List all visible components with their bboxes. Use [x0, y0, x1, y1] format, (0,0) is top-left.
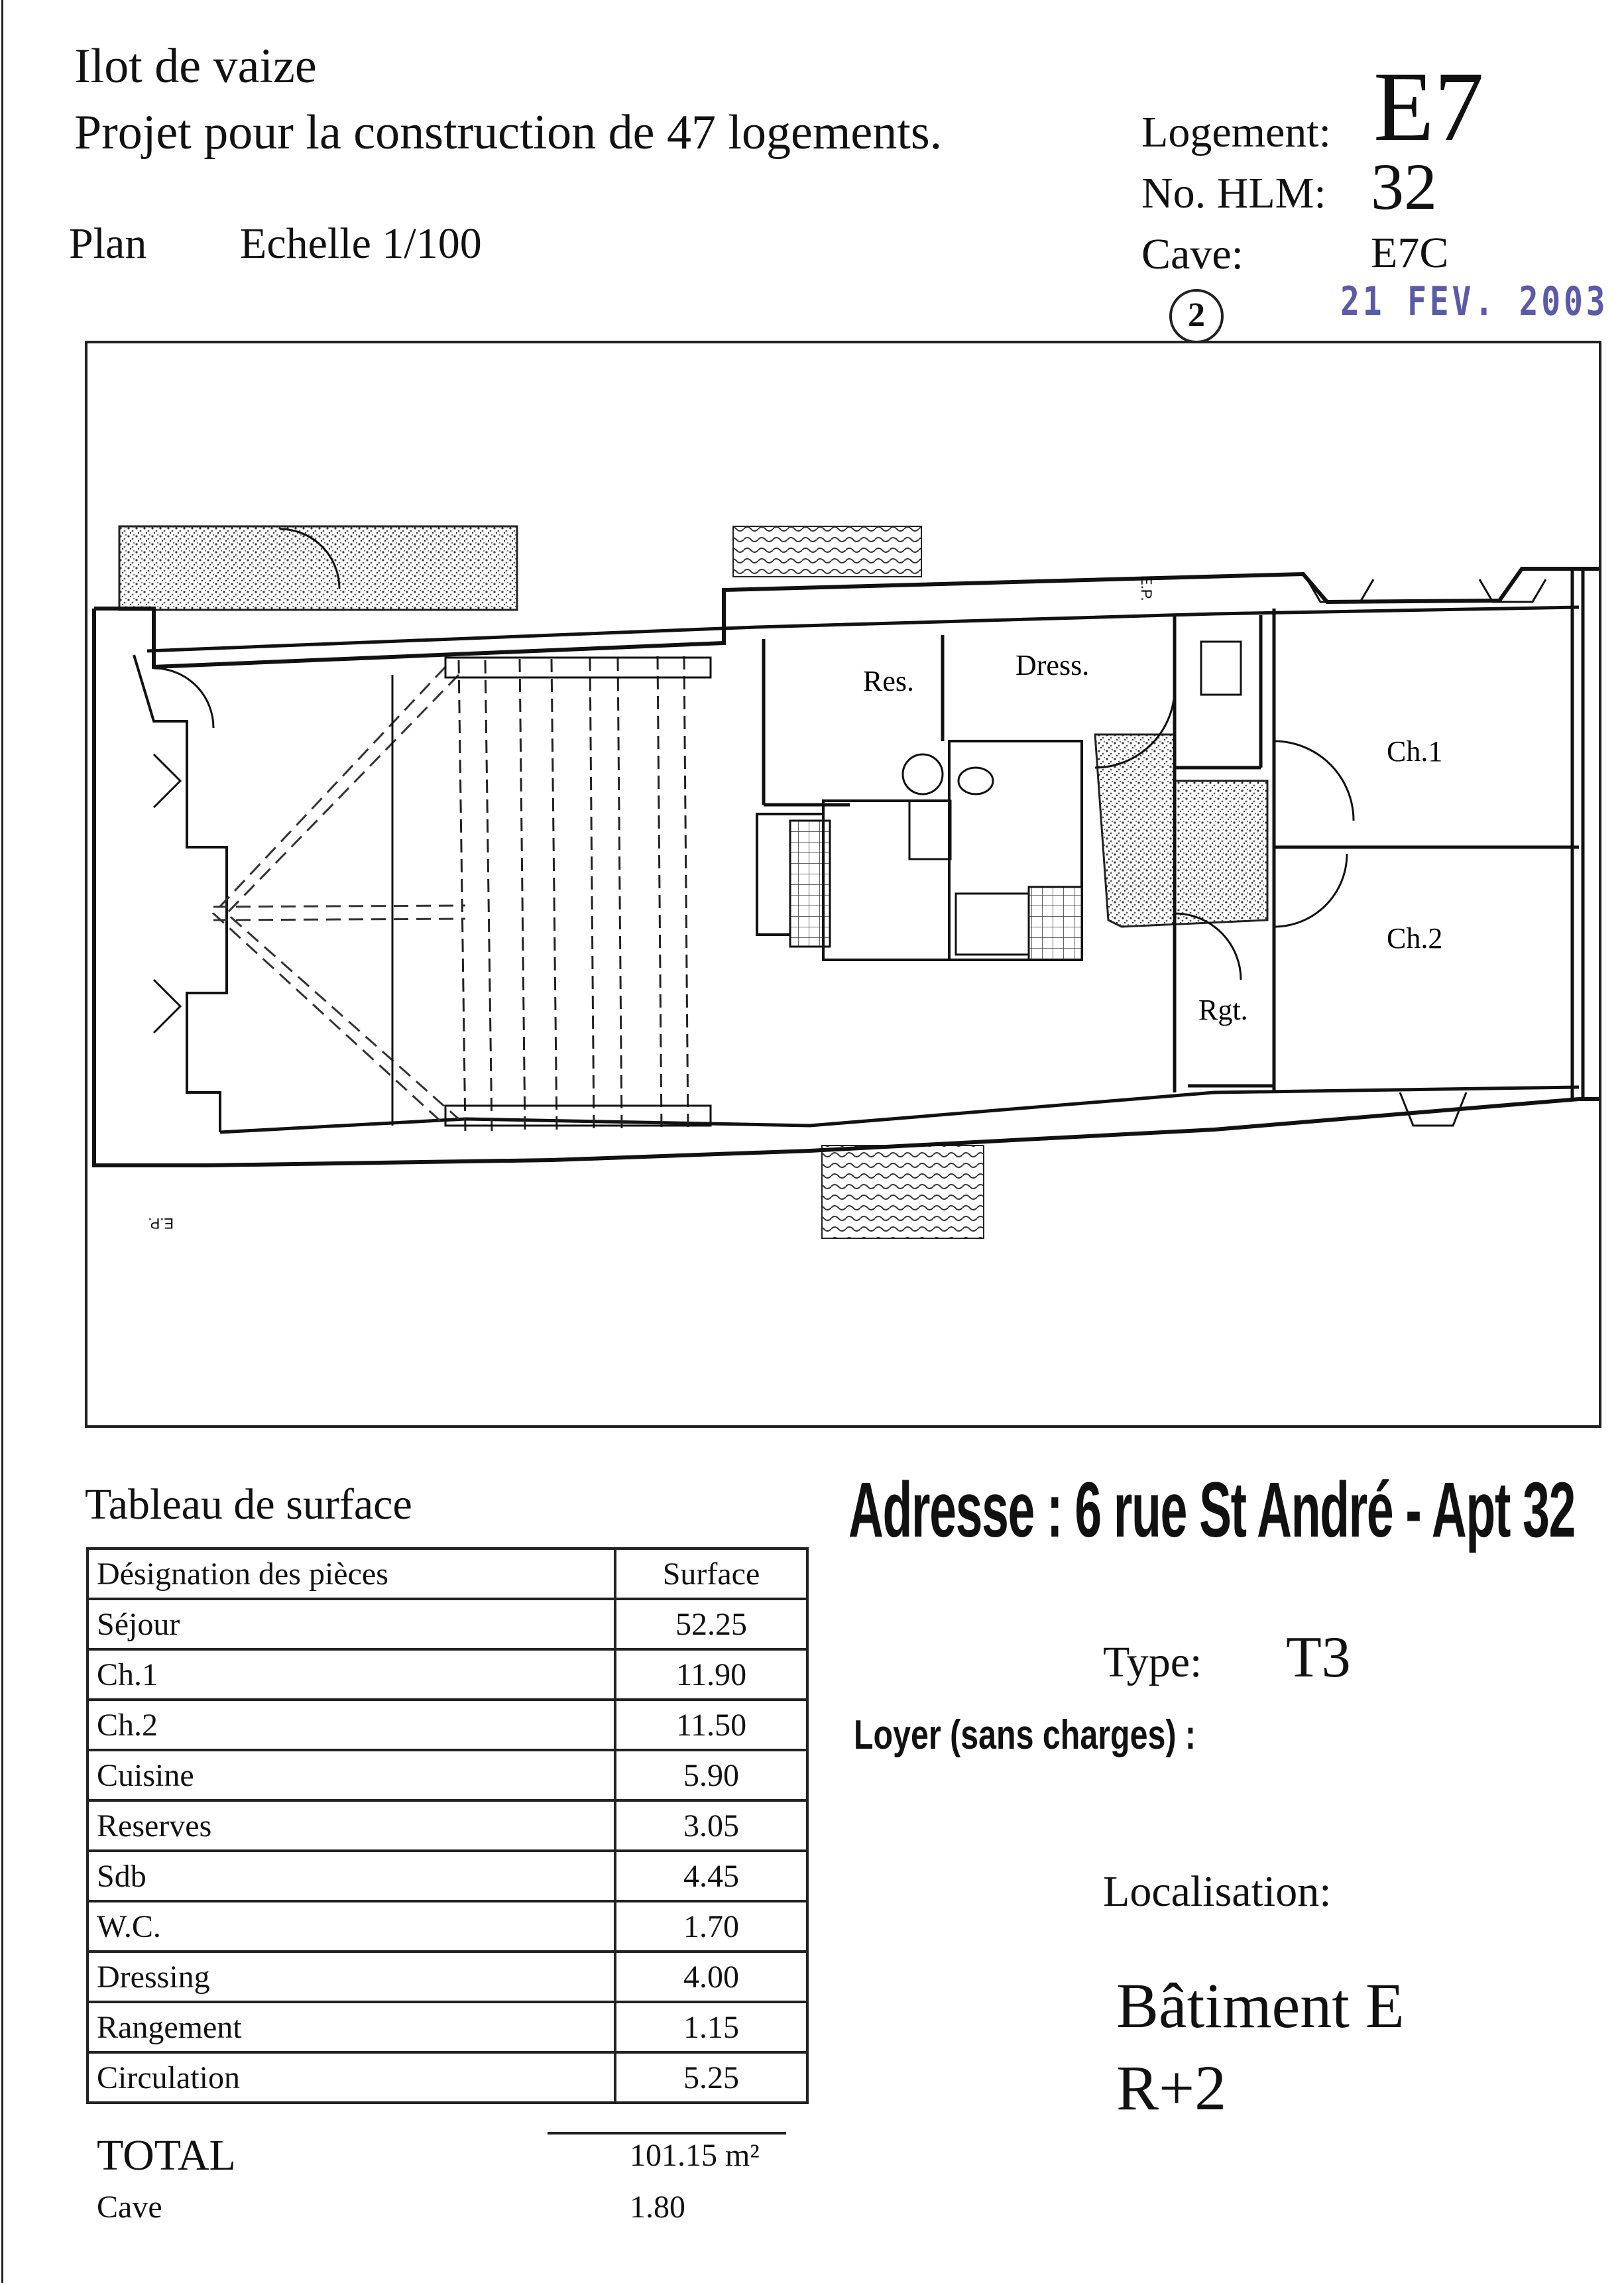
room-surface: 1.15 — [615, 2002, 807, 2052]
ep-annotation-top: E.P. — [1138, 575, 1155, 601]
floor-plan-drawing — [87, 343, 1599, 1425]
floor-plan-frame — [85, 341, 1601, 1428]
floor-level-value: R+2 — [1116, 2052, 1227, 2123]
total-label: TOTAL — [97, 2131, 236, 2180]
building-value: Bâtiment E — [1116, 1970, 1405, 2041]
room-name: Ch.2 — [87, 1700, 615, 1750]
room-name: Reserves — [87, 1800, 615, 1851]
room-surface: 4.45 — [615, 1851, 807, 1901]
hlm-value: 32 — [1371, 150, 1437, 223]
room-surface: 5.90 — [615, 1750, 807, 1800]
room-name: Dressing — [87, 1952, 615, 2002]
room-name: Sdb — [87, 1851, 615, 1901]
table-header-row — [87, 1549, 807, 1599]
address-heading: Adresse : 6 rue St André - Apt 32 — [848, 1466, 1576, 1554]
room-surface: 52.25 — [615, 1599, 807, 1649]
south-inner-wall — [220, 1087, 1579, 1132]
stove — [909, 801, 951, 859]
room-name: Séjour — [87, 1599, 615, 1649]
room-surface: 3.05 — [615, 1800, 807, 1851]
table-row — [87, 1952, 807, 2002]
table-row — [87, 1700, 807, 1750]
logement-value: E7 — [1373, 52, 1484, 162]
column-header-designation: Désignation des pièces — [87, 1549, 615, 1599]
hatched-area — [119, 526, 517, 610]
room-name: Circulation — [87, 2052, 615, 2103]
scale-label: Echelle 1/100 — [240, 219, 482, 268]
table-row — [87, 1649, 807, 1700]
living-dashed-lines — [213, 667, 445, 1126]
shower-tiles — [1029, 887, 1082, 960]
page-left-edge — [1, 0, 3, 2283]
room-label-ch1: Ch.1 — [1387, 735, 1443, 768]
room-surface: 11.50 — [615, 1700, 807, 1750]
wc-fixture — [1201, 642, 1241, 695]
room-surface: 1.70 — [615, 1901, 807, 1952]
table-row — [87, 1901, 807, 1952]
type-label: Type: — [1103, 1638, 1202, 1686]
cave-surface-value: 1.80 — [630, 2190, 685, 2225]
ep-annotation-bottom: E.P. — [148, 1215, 174, 1232]
paving-top — [733, 526, 921, 577]
table-row — [87, 1800, 807, 1851]
logement-label: Logement: — [1141, 108, 1331, 156]
date-stamp: 21 FEV. 2003 — [1340, 278, 1609, 325]
surface-table — [86, 1547, 809, 2104]
column-header-surface: Surface — [615, 1549, 807, 1599]
table-row — [87, 1851, 807, 1901]
plan-label: Plan — [69, 219, 147, 268]
washbasin — [903, 754, 943, 794]
room-name: Rangement — [87, 2002, 615, 2052]
room-name: Ch.1 — [87, 1649, 615, 1700]
west-wall — [94, 609, 207, 1165]
room-label-dress: Dress. — [1015, 649, 1090, 681]
table-row — [87, 1599, 807, 1649]
room-label-rgt: Rgt. — [1198, 994, 1248, 1026]
room-surface: 11.90 — [615, 1649, 807, 1700]
surface-table-title: Tableau de surface — [85, 1480, 412, 1529]
bathtub — [956, 894, 1029, 955]
cave-label: Cave: — [1141, 230, 1244, 278]
table-row — [87, 2002, 807, 2052]
cave-value: E7C — [1371, 229, 1449, 277]
room-surface: 4.00 — [615, 1952, 807, 2002]
table-row — [87, 1750, 807, 1800]
beams — [459, 656, 688, 1132]
table-row — [87, 2052, 807, 2103]
circled-number-stamp: 2 — [1169, 289, 1224, 343]
room-name: Cuisine — [87, 1750, 615, 1800]
total-value: 101.15 m² — [630, 2138, 760, 2173]
room-label-res: Res. — [863, 665, 914, 697]
room-surface: 5.25 — [615, 2052, 807, 2103]
paving-bottom — [822, 1145, 984, 1238]
hlm-label: No. HLM: — [1141, 169, 1326, 217]
total-rule — [548, 2132, 786, 2135]
rent-label: Loyer (sans charges) : — [854, 1712, 1196, 1758]
room-label-ch2: Ch.2 — [1387, 922, 1443, 955]
location-label: Localisation: — [1103, 1867, 1332, 1916]
cave-surface-label: Cave — [97, 2190, 162, 2225]
north-inner-wall — [147, 607, 1579, 651]
window-bays — [154, 579, 1546, 1126]
project-site-title: Ilot de vaize — [74, 39, 317, 93]
type-value: T3 — [1286, 1625, 1351, 1690]
project-description: Projet pour la construction de 47 logements. — [74, 105, 943, 160]
room-name: W.C. — [87, 1901, 615, 1952]
